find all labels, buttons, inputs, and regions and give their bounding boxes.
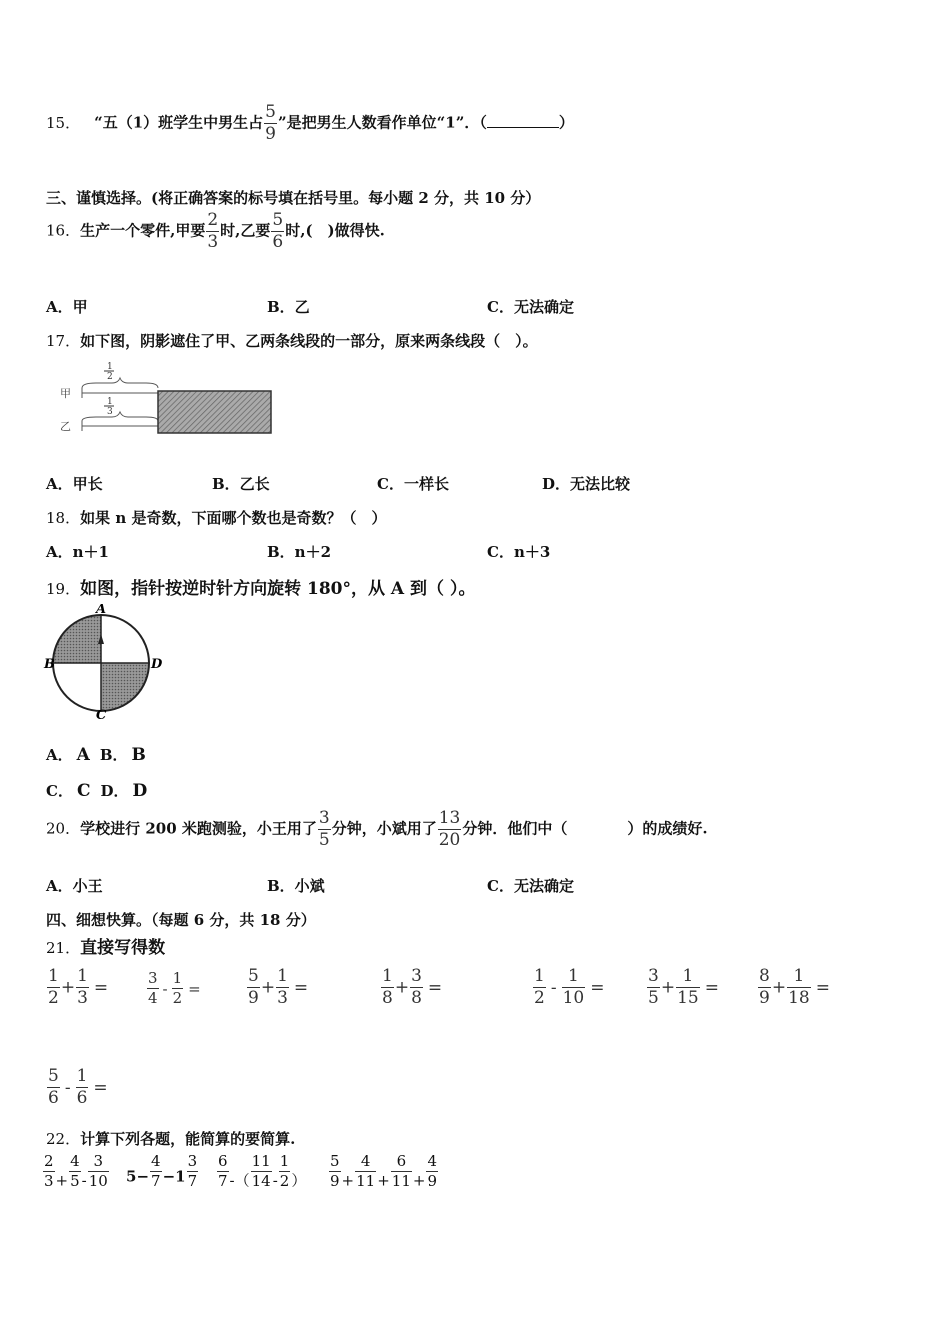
option-b[interactable]: B．乙 [267,298,310,316]
shaded-block [158,391,271,433]
calc-item: $\frac{3}{5}$ + $\frac{1}{15}$ = [648,966,719,1008]
fraction: $\frac{3}{7}$ [187,1152,198,1190]
option-c[interactable]: C．n＋3 [487,543,551,561]
fraction: $\frac{1}{3}$ [77,966,88,1008]
option-b[interactable]: B．乙长 [212,475,270,493]
question-20: 20．学校进行 200 米跑测验，小王用了 $\frac{3}{5}$ 分钟，小斌用了 $\frac{13}{20}$ 分钟．他们中（ ）的成绩好. [46,808,708,850]
question-number: 15． [46,113,81,132]
fraction: $\frac{4}{11}$ [356,1152,376,1190]
calc-item: $\frac{1}{8}$ + $\frac{3}{8}$ = [382,966,443,1008]
label-d: D [151,657,163,672]
fraction: $\frac{1}{2}$ [172,969,183,1007]
fraction: $\frac{6}{11}$ [391,1152,411,1190]
fraction: $\frac{5}{9}$ [265,102,276,144]
calc-item: $\frac{3}{4}$ - $\frac{1}{2}$ = [148,969,201,1007]
calc-item: $\frac{1}{2}$ + $\frac{1}{3}$ = [48,966,109,1008]
calc-item: $\frac{1}{2}$ - $\frac{1}{10}$ = [534,966,605,1008]
section-4-heading: 四、细想快算。（每题 6 分，共 18 分） [46,911,316,929]
label-jia: 甲 [60,387,71,400]
calc-item: $\frac{5}{6}$ - $\frac{1}{6}$ = [48,1066,108,1108]
label-b: B [44,657,55,672]
fraction: $\frac{3}{8}$ [411,966,422,1008]
fraction: $\frac{1}{6}$ [76,1066,88,1108]
fraction: $\frac{1}{3}$ [277,966,288,1008]
expression-1: $\frac{2}{3}$ + $\frac{4}{5}$ - $\frac{3}{10}$ [44,1152,108,1190]
label-yi: 乙 [60,420,71,433]
option-a[interactable]: A．n＋1 [46,543,109,561]
fraction: $\frac{1}{15}$ [677,966,699,1008]
option-d[interactable]: D．无法比较 [542,475,631,493]
fraction: $\frac{13}{20}$ [438,808,461,850]
option-a[interactable]: A．甲长 [46,475,103,493]
fraction: $\frac{3}{5}$ [648,966,659,1008]
options-row-2: C． C D． D [46,781,148,801]
section-3-heading: 三、谨慎选择。(将正确答案的标号填在括号里。每小题 2 分，共 10 分） [46,189,541,207]
fraction: $\frac{4}{5}$ [70,1152,80,1190]
fraction: $\frac{3}{5}$ [318,808,330,850]
option-a[interactable]: A．小王 [46,877,103,895]
fraction: $\frac{1}{2}$ [534,966,545,1008]
question-17: 17．如下图，阴影遮住了甲、乙两条线段的一部分，原来两条线段（ ）。 [46,332,538,350]
fraction: $\frac{4}{7}$ [151,1152,161,1190]
options-row-1: A． A B． B [46,745,146,765]
option-c[interactable]: C．一样长 [377,475,449,493]
question-19: 19．如图，指针按逆时针方向旋转 180°，从 A 到（ ）。 [46,579,476,599]
option-a[interactable]: A．甲 [46,298,88,316]
option-b[interactable]: B．n＋2 [267,543,332,561]
fraction: $\frac{1}{8}$ [382,966,393,1008]
fraction: $\frac{1}{18}$ [788,966,810,1008]
option-b[interactable]: B．小斌 [267,877,325,895]
option-c[interactable]: C．无法确定 [487,877,574,895]
fraction: $\frac{6}{7}$ [218,1152,228,1190]
fraction: $\frac{5}{9}$ [330,1152,340,1190]
frac-den: 2 [107,372,113,382]
question-21: 21．直接写得数 [46,938,166,958]
question-16: 16．生产一个零件,甲要 $\frac{2}{3}$ 时,乙要 $\frac{5}{6}$ 时,( )做得快. [46,210,385,252]
fraction: $\frac{4}{9}$ [427,1152,438,1190]
expression-3: $\frac{6}{7}$ -（ $\frac{11}{14}$ - $\frac{1}{2}$ ） [218,1152,307,1190]
expression-2: 5− $\frac{4}{7}$ −1 $\frac{3}{7}$ [126,1152,198,1190]
fraction: $\frac{3}{10}$ [88,1152,108,1190]
fraction: $\frac{5}{9}$ [248,966,259,1008]
question-22: 22．计算下列各题，能简算的要简算. [46,1130,296,1148]
fraction: $\frac{3}{4}$ [148,969,158,1007]
fraction: $\frac{1}{2}$ [279,1152,290,1190]
fraction: $\frac{11}{14}$ [251,1152,271,1190]
expression-4: $\frac{5}{9}$ + $\frac{4}{11}$ + $\frac{6}{11}$ + $\frac{4}{9}$ [330,1152,438,1190]
fraction: $\frac{5}{6}$ [48,1066,59,1108]
question-15: 15． “五（1）班学生中男生占 $\frac{5}{9}$ ”是把男生人数看作单位“1”．（ ） [46,102,574,144]
frac-num: 1 [107,362,113,372]
dial-figure [42,604,166,722]
option-c[interactable]: C．无法确定 [487,298,574,316]
segment-figure [52,360,312,440]
fraction: $\frac{8}{9}$ [759,966,770,1008]
frac-den: 3 [107,407,113,417]
fraction: $\frac{2}{3}$ [44,1152,54,1190]
calc-item: $\frac{8}{9}$ + $\frac{1}{18}$ = [759,966,830,1008]
frac-num: 1 [107,397,113,407]
fraction: $\frac{1}{2}$ [48,966,59,1008]
fraction: $\frac{1}{10}$ [562,966,585,1008]
fraction: $\frac{5}{6}$ [272,210,284,252]
fraction: $\frac{2}{3}$ [207,210,219,252]
label-c: C [96,708,107,722]
calc-item: $\frac{5}{9}$ + $\frac{1}{3}$ = [248,966,309,1008]
label-a: A [96,604,107,617]
answer-blank[interactable] [487,115,559,128]
question-18: 18．如果 n 是奇数，下面哪个数也是奇数？（ ） [46,509,387,527]
